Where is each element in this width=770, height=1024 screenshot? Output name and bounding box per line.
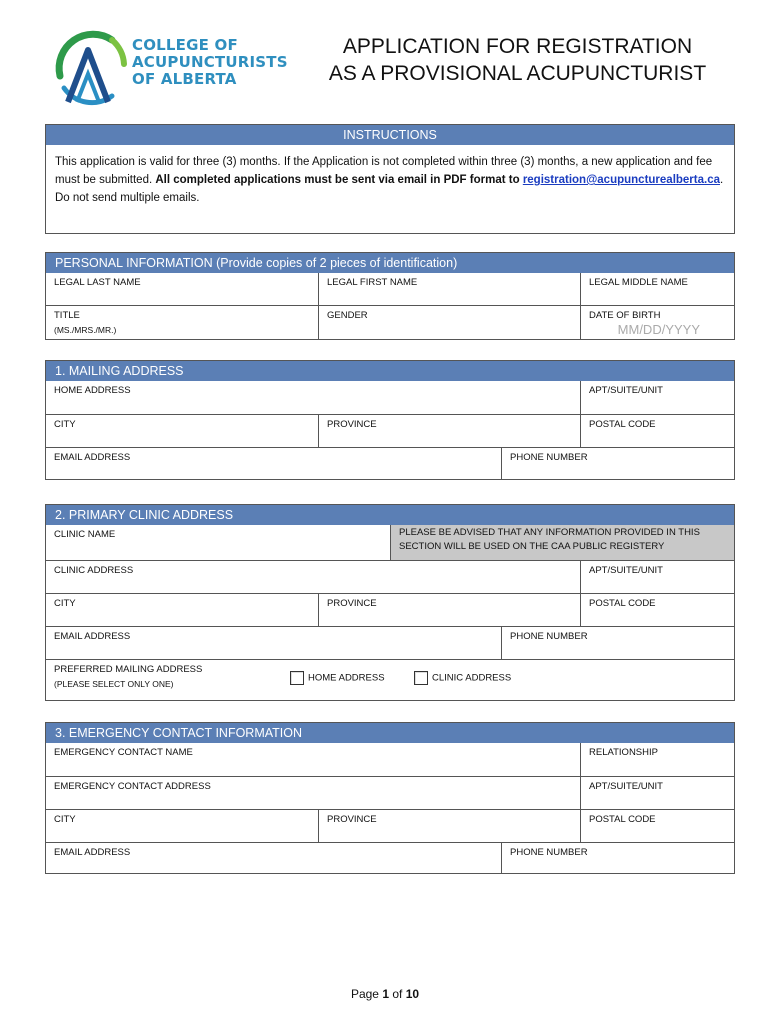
title-line-2: AS A PROVISIONAL ACUPUNCTURIST [328,62,707,85]
relationship-field[interactable]: RELATIONSHIP [580,743,734,776]
instructions-heading: INSTRUCTIONS [46,125,734,145]
emergency-province-field[interactable]: PROVINCE [318,810,580,842]
logo-mark-icon [46,28,130,106]
first-name-field[interactable]: LEGAL FIRST NAME [318,273,580,305]
clinic-name-field[interactable]: CLINIC NAME [54,529,116,540]
registry-notice: PLEASE BE ADVISED THAT ANY INFORMATION PROVIDED IN THIS SECTION WILL BE USED ON THE CAA PUBLIC REGISTERY [390,525,734,560]
clinic-heading: 2. PRIMARY CLINIC ADDRESS [46,505,734,525]
personal-heading: PERSONAL INFORMATION (Provide copies of 2 pieces of identification) [46,253,734,273]
clinic-apt-field[interactable]: APT/SUITE/UNIT [580,561,734,593]
home-address-checkbox[interactable] [290,671,304,685]
preferred-home-option[interactable]: HOME ADDRESS [290,671,385,685]
clinic-province-field[interactable]: PROVINCE [318,594,580,626]
logo-line-1: COLLEGE OF [132,36,238,54]
emergency-apt-field[interactable]: APT/SUITE/UNIT [580,777,734,809]
title-field[interactable]: TITLE (MS./MRS./MR.) [54,310,117,335]
title-line-1: APPLICATION FOR REGISTRATION [342,35,693,58]
personal-section [45,252,735,340]
emergency-phone-field[interactable]: PHONE NUMBER [501,843,734,873]
last-name-field[interactable]: LEGAL LAST NAME [54,277,141,288]
mailing-postal-field[interactable]: POSTAL CODE [580,415,734,447]
mailing-section [45,360,735,480]
preferred-mailing-label: PREFERRED MAILING ADDRESS (PLEASE SELECT ONLY ONE) [54,664,203,689]
emergency-postal-field[interactable]: POSTAL CODE [580,810,734,842]
clinic-email-field[interactable]: EMAIL ADDRESS [54,631,131,642]
page-title [320,33,715,87]
mailing-city-field[interactable]: CITY [54,419,76,430]
middle-name-field[interactable]: LEGAL MIDDLE NAME [580,273,734,305]
emergency-name-field[interactable]: EMERGENCY CONTACT NAME [54,747,193,758]
emergency-city-field[interactable]: CITY [54,814,76,825]
clinic-phone-field[interactable]: PHONE NUMBER [501,627,734,659]
instructions-section [45,124,735,234]
dob-placeholder: MM/DD/YYYY [617,322,700,337]
emergency-address-field[interactable]: EMERGENCY CONTACT ADDRESS [54,781,211,792]
registration-email-link[interactable]: registration@acupuncturealberta.ca [522,174,720,186]
instructions-bold: All completed applications must be sent via email in PDF format to [155,174,520,186]
instructions-text: This application is valid for three (3) months. If the Application is not completed within three (3) months, a new application and fee must be submitted. All completed applications must be sent via email in PDF format to registration@acupuncturealberta.ca. Do not send multiple emails. [55,156,724,204]
page-number: Page 1 of 10 [350,987,420,1001]
emergency-heading: 3. EMERGENCY CONTACT INFORMATION [46,723,734,743]
clinic-section [45,504,735,701]
mailing-apt-field[interactable]: APT/SUITE/UNIT [580,381,734,414]
personal-row-2 [46,305,734,339]
logo [46,28,306,108]
mailing-phone-field[interactable]: PHONE NUMBER [501,448,734,479]
preferred-clinic-option[interactable]: CLINIC ADDRESS [414,671,511,685]
clinic-address-checkbox[interactable] [414,671,428,685]
mailing-heading: 1. MAILING ADDRESS [46,361,734,381]
mailing-email-field[interactable]: EMAIL ADDRESS [54,452,131,463]
clinic-city-field[interactable]: CITY [54,598,76,609]
gender-field[interactable]: GENDER [318,306,580,339]
emergency-email-field[interactable]: EMAIL ADDRESS [54,847,131,858]
personal-row-1 [46,273,734,305]
logo-line-3: OF ALBERTA [132,70,237,88]
clinic-address-field[interactable]: CLINIC ADDRESS [54,565,134,576]
clinic-postal-field[interactable]: POSTAL CODE [580,594,734,626]
logo-line-2: ACUPUNCTURISTS [132,53,288,71]
mailing-province-field[interactable]: PROVINCE [318,415,580,447]
home-address-field[interactable]: HOME ADDRESS [54,385,131,396]
emergency-section [45,722,735,874]
dob-field[interactable]: DATE OF BIRTH MM/DD/YYYY [580,306,734,339]
